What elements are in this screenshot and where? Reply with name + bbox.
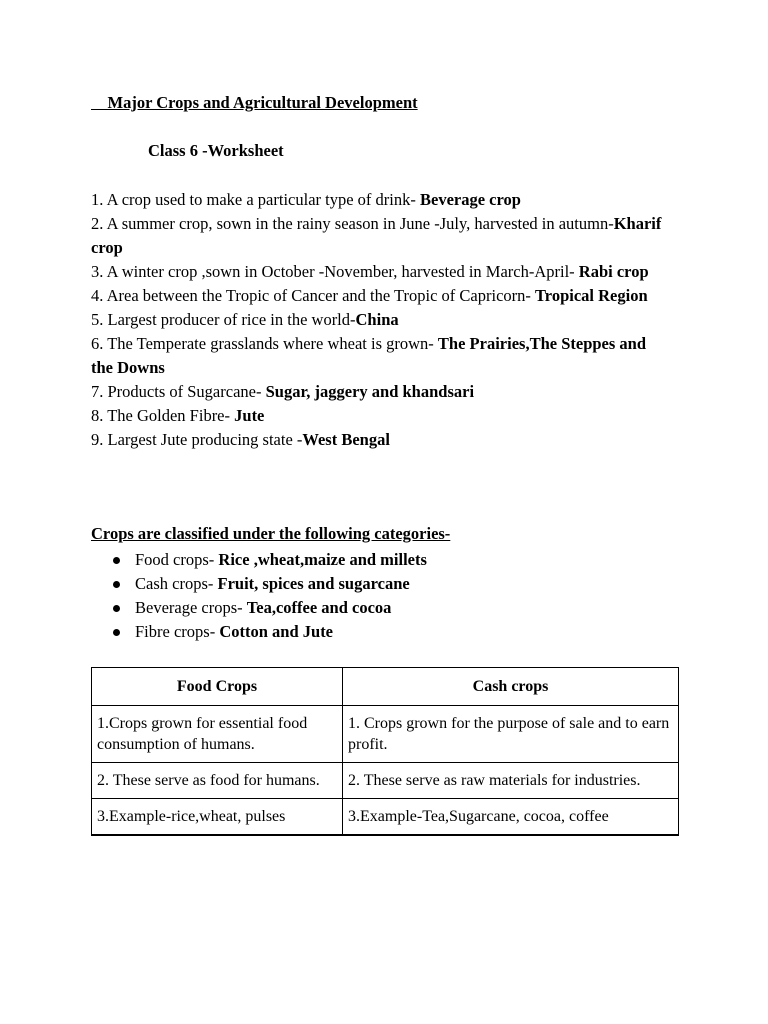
question-item bbox=[91, 284, 671, 308]
crops-comparison-table bbox=[91, 667, 679, 836]
question-item bbox=[91, 428, 671, 452]
category-label: Fibre crops- bbox=[135, 622, 220, 641]
category-value: Fruit, spices and sugarcane bbox=[217, 574, 410, 593]
page-title: Major Crops and Agricultural Development bbox=[91, 93, 418, 112]
question-item bbox=[91, 332, 671, 380]
table-header-row bbox=[92, 668, 679, 706]
question-answer: Sugar, jaggery and khandsari bbox=[265, 382, 475, 401]
question-answer: Beverage crop bbox=[420, 190, 521, 209]
question-item bbox=[91, 380, 671, 404]
question-answer-list bbox=[91, 188, 671, 452]
question-text: 9. Largest Jute producing state - bbox=[91, 430, 303, 449]
question-answer: Tropical Region bbox=[535, 286, 648, 305]
question-text: 4. Area between the Tropic of Cancer and the Tropic of Capricorn- bbox=[91, 286, 536, 305]
table-header-food-crops: Food Crops bbox=[92, 668, 343, 706]
question-text: 8. The Golden Fibre- bbox=[91, 406, 235, 425]
table-header-cash-crops: Cash crops bbox=[343, 668, 679, 706]
bullet-icon bbox=[113, 629, 120, 636]
bullet-icon bbox=[113, 557, 120, 564]
table-cell: 1. Crops grown for the purpose of sale and to earn profit. bbox=[343, 706, 679, 763]
table-cell: 2. These serve as raw materials for industries. bbox=[343, 763, 679, 799]
list-item bbox=[111, 596, 427, 620]
question-text: 6. The Temperate grasslands where wheat is grown- bbox=[91, 334, 438, 353]
categories-list bbox=[111, 548, 427, 644]
question-answer: China bbox=[355, 310, 399, 329]
category-label: Cash crops- bbox=[135, 574, 218, 593]
category-value: Cotton and Jute bbox=[219, 622, 334, 641]
bullet-icon bbox=[113, 581, 120, 588]
table-row bbox=[92, 706, 679, 763]
list-item bbox=[111, 620, 427, 644]
question-text: 2. A summer crop, sown in the rainy season in June -July, harvested in autumn- bbox=[91, 214, 614, 233]
question-answer: West Bengal bbox=[302, 430, 390, 449]
table-cell: 3.Example-rice,wheat, pulses bbox=[92, 799, 343, 836]
question-text: 3. A winter crop ,sown in October -November, harvested in March-April- bbox=[91, 262, 579, 281]
table-cell: 1.Crops grown for essential food consumption of humans. bbox=[92, 706, 343, 763]
question-item bbox=[91, 308, 671, 332]
question-answer: Rabi crop bbox=[578, 262, 649, 281]
question-text: 5. Largest producer of rice in the world- bbox=[91, 310, 356, 329]
question-text: 7. Products of Sugarcane- bbox=[91, 382, 266, 401]
question-item bbox=[91, 404, 671, 428]
question-item bbox=[91, 188, 671, 212]
question-text: 1. A crop used to make a particular type of drink- bbox=[91, 190, 420, 209]
question-answer: Kharif crop bbox=[91, 214, 662, 257]
table-cell: 3.Example-Tea,Sugarcane, cocoa, coffee bbox=[343, 799, 679, 836]
table-row bbox=[92, 763, 679, 799]
list-item bbox=[111, 548, 427, 572]
category-value: Rice ,wheat,maize and millets bbox=[218, 550, 427, 569]
category-label: Beverage crops- bbox=[135, 598, 247, 617]
table-row bbox=[92, 799, 679, 836]
list-item bbox=[111, 572, 427, 596]
question-item bbox=[91, 212, 671, 260]
category-label: Food crops- bbox=[135, 550, 219, 569]
bullet-icon bbox=[113, 605, 120, 612]
table-cell: 2. These serve as food for humans. bbox=[92, 763, 343, 799]
question-answer: The Prairies,The Steppes and the Downs bbox=[91, 334, 647, 377]
page-subtitle: Class 6 -Worksheet bbox=[148, 141, 284, 160]
categories-heading: Crops are classified under the following categories- bbox=[91, 524, 451, 543]
category-value: Tea,coffee and cocoa bbox=[246, 598, 392, 617]
question-answer: Jute bbox=[234, 406, 265, 425]
question-item bbox=[91, 260, 671, 284]
